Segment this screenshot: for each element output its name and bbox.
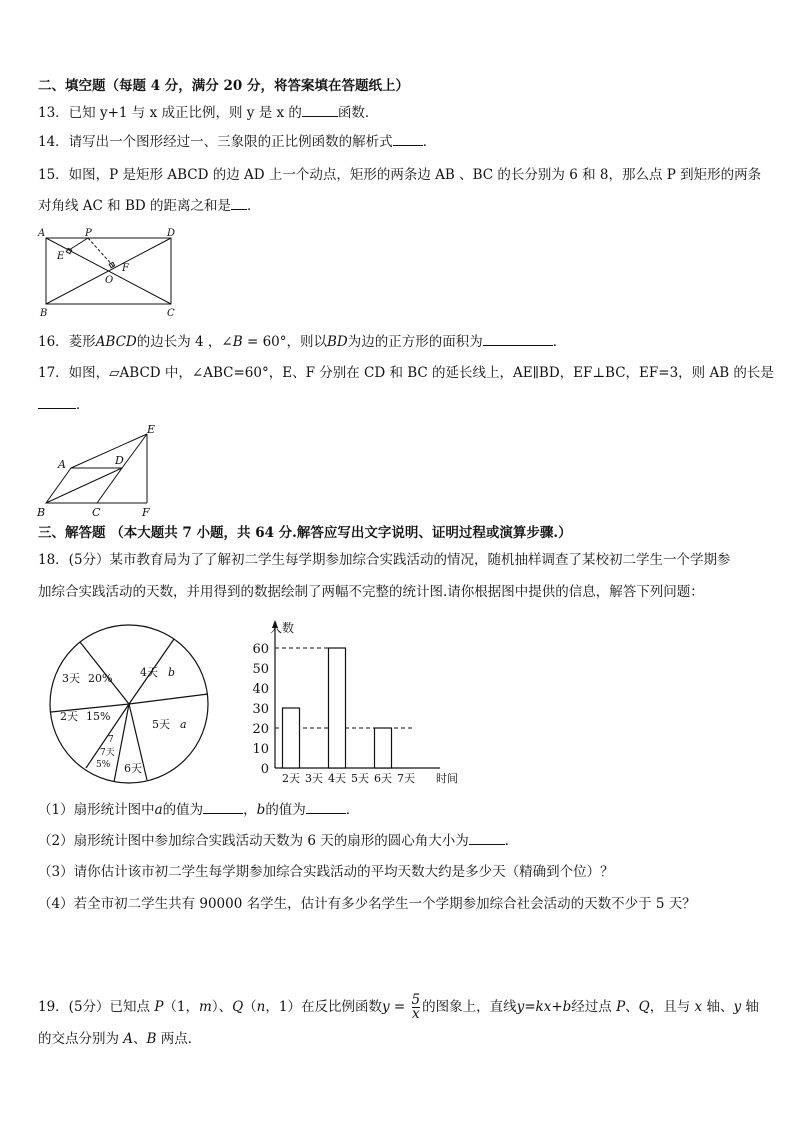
bar-4 xyxy=(329,648,346,768)
q14-answer-blank xyxy=(393,133,423,146)
question-13 xyxy=(38,104,378,122)
label-c: C xyxy=(167,308,175,318)
pie-chart xyxy=(46,622,212,786)
label-e: E xyxy=(147,423,156,436)
q19-point-a: A xyxy=(123,1031,134,1047)
pie-value-3days: 20% xyxy=(88,672,113,685)
q18-sub1-prefix: （1）扇形统计图中 xyxy=(38,802,155,818)
q19-denominator: x xyxy=(411,1006,420,1022)
label-b: B xyxy=(37,506,46,518)
q14-text: 14．请写出一个图形经过一、三象限的正比例函数的解析式 xyxy=(38,134,393,150)
q19-l2c: 两点． xyxy=(156,1031,202,1047)
q15-rectangle-figure xyxy=(36,226,186,318)
pie-value-5days: a xyxy=(180,718,187,731)
q19-p9: ，且与 xyxy=(649,999,695,1015)
pie-value-2days: 15% xyxy=(86,710,111,723)
q18-line1: 18．(5分）某市教育局为了了解初二学生每学期参加综合实践活动的情况，随机抽样调查了某校初二学生一个学期参 xyxy=(38,552,731,568)
q16-b: B xyxy=(232,334,243,350)
q17-parallelogram-figure xyxy=(34,420,164,518)
label-f: F xyxy=(142,506,150,518)
pie-value-7days: 5% xyxy=(96,760,111,770)
q16-eq: = 60°，则以 xyxy=(242,334,327,350)
label-f: F xyxy=(122,263,129,274)
bar-2 xyxy=(283,708,300,768)
q18-sub1-a-blank xyxy=(203,801,243,814)
q19-numerator: 5 xyxy=(411,992,421,1008)
q18-sub1-a-var: a xyxy=(154,802,163,818)
bar-chart xyxy=(244,618,470,788)
q17-answer-blank xyxy=(38,396,76,409)
label-a: A xyxy=(38,228,46,239)
q19-yy: y xyxy=(733,999,742,1015)
q13-text: 13．已知 y+1 与 x 成正比例，则 y 是 x 的 xyxy=(38,105,302,121)
q19-fraction xyxy=(412,994,421,1021)
q19-p1: 19．(5分）已知点 xyxy=(38,999,155,1015)
slice-divider-5-4 xyxy=(129,694,208,704)
label-b: B xyxy=(40,308,48,318)
perpendicular-pe xyxy=(69,238,88,250)
q15-line2-text: 对角线 AC 和 BD 的距离之和是 xyxy=(38,198,231,214)
q18-sub2-blank xyxy=(469,832,505,845)
label-d: D xyxy=(167,228,176,239)
label-p: P xyxy=(85,228,92,239)
q19-n: n xyxy=(256,999,266,1015)
q19-p5: ，1）在反比例函数 xyxy=(265,999,382,1015)
q19-line1 xyxy=(38,990,759,1024)
q19-point-p: P xyxy=(154,999,164,1015)
question-14 xyxy=(38,133,436,151)
y-tick-20: 20 xyxy=(252,722,269,737)
x-tick-2: 2天 xyxy=(282,772,300,785)
q17-line1: 17．如图，▱ABCD 中，∠ABC=60°，E、F 分别在 CD 和 BC 的延长线上，AE∥BD，EF⊥BC，EF=3，则 AB 的长是 xyxy=(38,365,774,381)
q19-point-q: Q xyxy=(232,999,244,1015)
q18-sub2-text: （2）扇形统计图中参加综合实践活动天数为 6 天的扇形的圆心角大小为 xyxy=(38,833,469,849)
x-tick-4: 4天 xyxy=(328,772,346,785)
q16-abcd: ABCD xyxy=(95,334,137,350)
pie-label-2days: 2天 xyxy=(60,710,78,723)
y-tick-10: 10 xyxy=(252,742,269,757)
q19-p6: 的图象上，直线 xyxy=(422,999,517,1015)
y-axis-label: 人数 xyxy=(270,621,295,635)
q16-suffix: 为边的正方形的面积为 xyxy=(347,334,483,350)
pie-label-7days: 7天 xyxy=(100,748,115,758)
q19-p11: 轴 xyxy=(741,999,759,1015)
label-d: D xyxy=(115,454,124,467)
q16-bd: BD xyxy=(327,334,348,350)
pie-label-6days: 6天 xyxy=(124,762,142,775)
q19-p8: 、 xyxy=(625,999,639,1015)
q19-x: x xyxy=(694,999,703,1015)
q18-sub1-b-var: b xyxy=(256,802,266,818)
x-tick-3: 3天 xyxy=(305,772,323,785)
q16-mid: 的边长为 4 ，∠ xyxy=(136,334,233,350)
label-o: O xyxy=(105,275,114,286)
q18-sub1-b-text: 的值为 xyxy=(265,802,306,818)
q19-y: y xyxy=(381,999,390,1015)
q19-l2b: 、 xyxy=(133,1031,147,1047)
x-tick-5: 5天 xyxy=(351,772,369,785)
q19-l2a: 的交点分别为 xyxy=(38,1031,124,1047)
y-tick-30: 30 xyxy=(252,702,269,717)
q15-tail: ． xyxy=(247,198,261,214)
q17-tail: ． xyxy=(76,397,90,413)
q19-point-b: B xyxy=(146,1031,157,1047)
x-tick-7: 7天 xyxy=(397,772,415,785)
q13-answer-blank xyxy=(302,104,338,117)
q18-sub4: （4）若全市初二学生共有 90000 名学生，估计有多少名学生一个学期参加综合社会活动的天数不少于 5 天？ xyxy=(38,896,696,912)
y-tick-40: 40 xyxy=(252,682,269,697)
label-e: E xyxy=(57,251,65,262)
q18-sub2 xyxy=(38,832,518,850)
q15-answer-blank xyxy=(231,197,247,210)
pie-label-5days: 5天 xyxy=(152,718,170,731)
pie-label-3days: 3天 xyxy=(62,672,80,685)
pie-label-4days: 4天 xyxy=(140,666,158,679)
q15-line1: 15．如图，P 是矩形 ABCD 的边 AD 上一个动点，矩形的两条边 AB 、BC 的长分别为 6 和 8，那么点 P 到矩形的两条 xyxy=(38,167,762,183)
q15-line2 xyxy=(38,197,261,215)
q19-p3: ）、 xyxy=(211,999,233,1015)
pie-value-4days: b xyxy=(168,666,176,679)
q19-line2 xyxy=(38,1030,201,1048)
q19-point-p2: P xyxy=(616,999,626,1015)
section2-heading: 二、填空题（每题 4 分，满分 20 分，将答案填在答题纸上） xyxy=(38,78,409,94)
q19-p7: 经过点 xyxy=(571,999,617,1015)
q16-prefix: 16．菱形 xyxy=(38,334,96,350)
q19-point-q2: Q xyxy=(638,999,650,1015)
segment-bd xyxy=(46,468,122,503)
q18-sub2-tail: ． xyxy=(504,833,519,849)
section3-heading: 三、解答题 （本大题共 7 小题，共 64 分.解答应写出文字说明、证明过程或演算步骤.） xyxy=(38,525,572,541)
segment-ae xyxy=(71,434,147,468)
q13-tail: 函数． xyxy=(337,105,379,121)
q16-answer-blank xyxy=(483,333,553,346)
q18-sub3: （3）请你估计该市初二学生每学期参加综合实践活动的平均天数大约是多少天（精确到个位）？ xyxy=(38,864,614,880)
q19-eq: = xyxy=(389,999,410,1015)
q18-sub1 xyxy=(38,801,359,819)
q18-sub1-comma: ， xyxy=(243,802,257,818)
label-a: A xyxy=(58,458,66,471)
x-axis-label: 时间 xyxy=(436,772,458,785)
y-tick-50: 50 xyxy=(252,662,269,677)
q18-sub1-tail: ． xyxy=(345,802,360,818)
bar-6 xyxy=(375,728,392,768)
question-16 xyxy=(38,333,566,351)
q19-p10: 轴、 xyxy=(702,999,734,1015)
q16-tail: ． xyxy=(552,334,567,350)
label-c: C xyxy=(92,506,101,518)
q19-p2: （1， xyxy=(163,999,200,1015)
q19-p4: （ xyxy=(243,999,257,1015)
q18-line2: 加综合实践活动的天数，并用得到的数据绘制了两幅不完整的统计图.请你根据图中提供的信息，解答下列问题： xyxy=(38,584,704,600)
y-tick-60: 60 xyxy=(252,642,269,657)
pie-label-7days-digit: 7 xyxy=(108,735,114,745)
q18-sub1-a-text: 的值为 xyxy=(162,802,204,818)
q19-m: m xyxy=(199,999,212,1015)
x-tick-6: 6天 xyxy=(374,772,392,785)
q18-sub1-b-blank xyxy=(306,801,346,814)
q14-tail: ． xyxy=(422,134,437,150)
q17-line2 xyxy=(38,396,90,414)
q19-line-eq: y=kx+b xyxy=(516,999,572,1015)
y-tick-0: 0 xyxy=(260,762,269,777)
